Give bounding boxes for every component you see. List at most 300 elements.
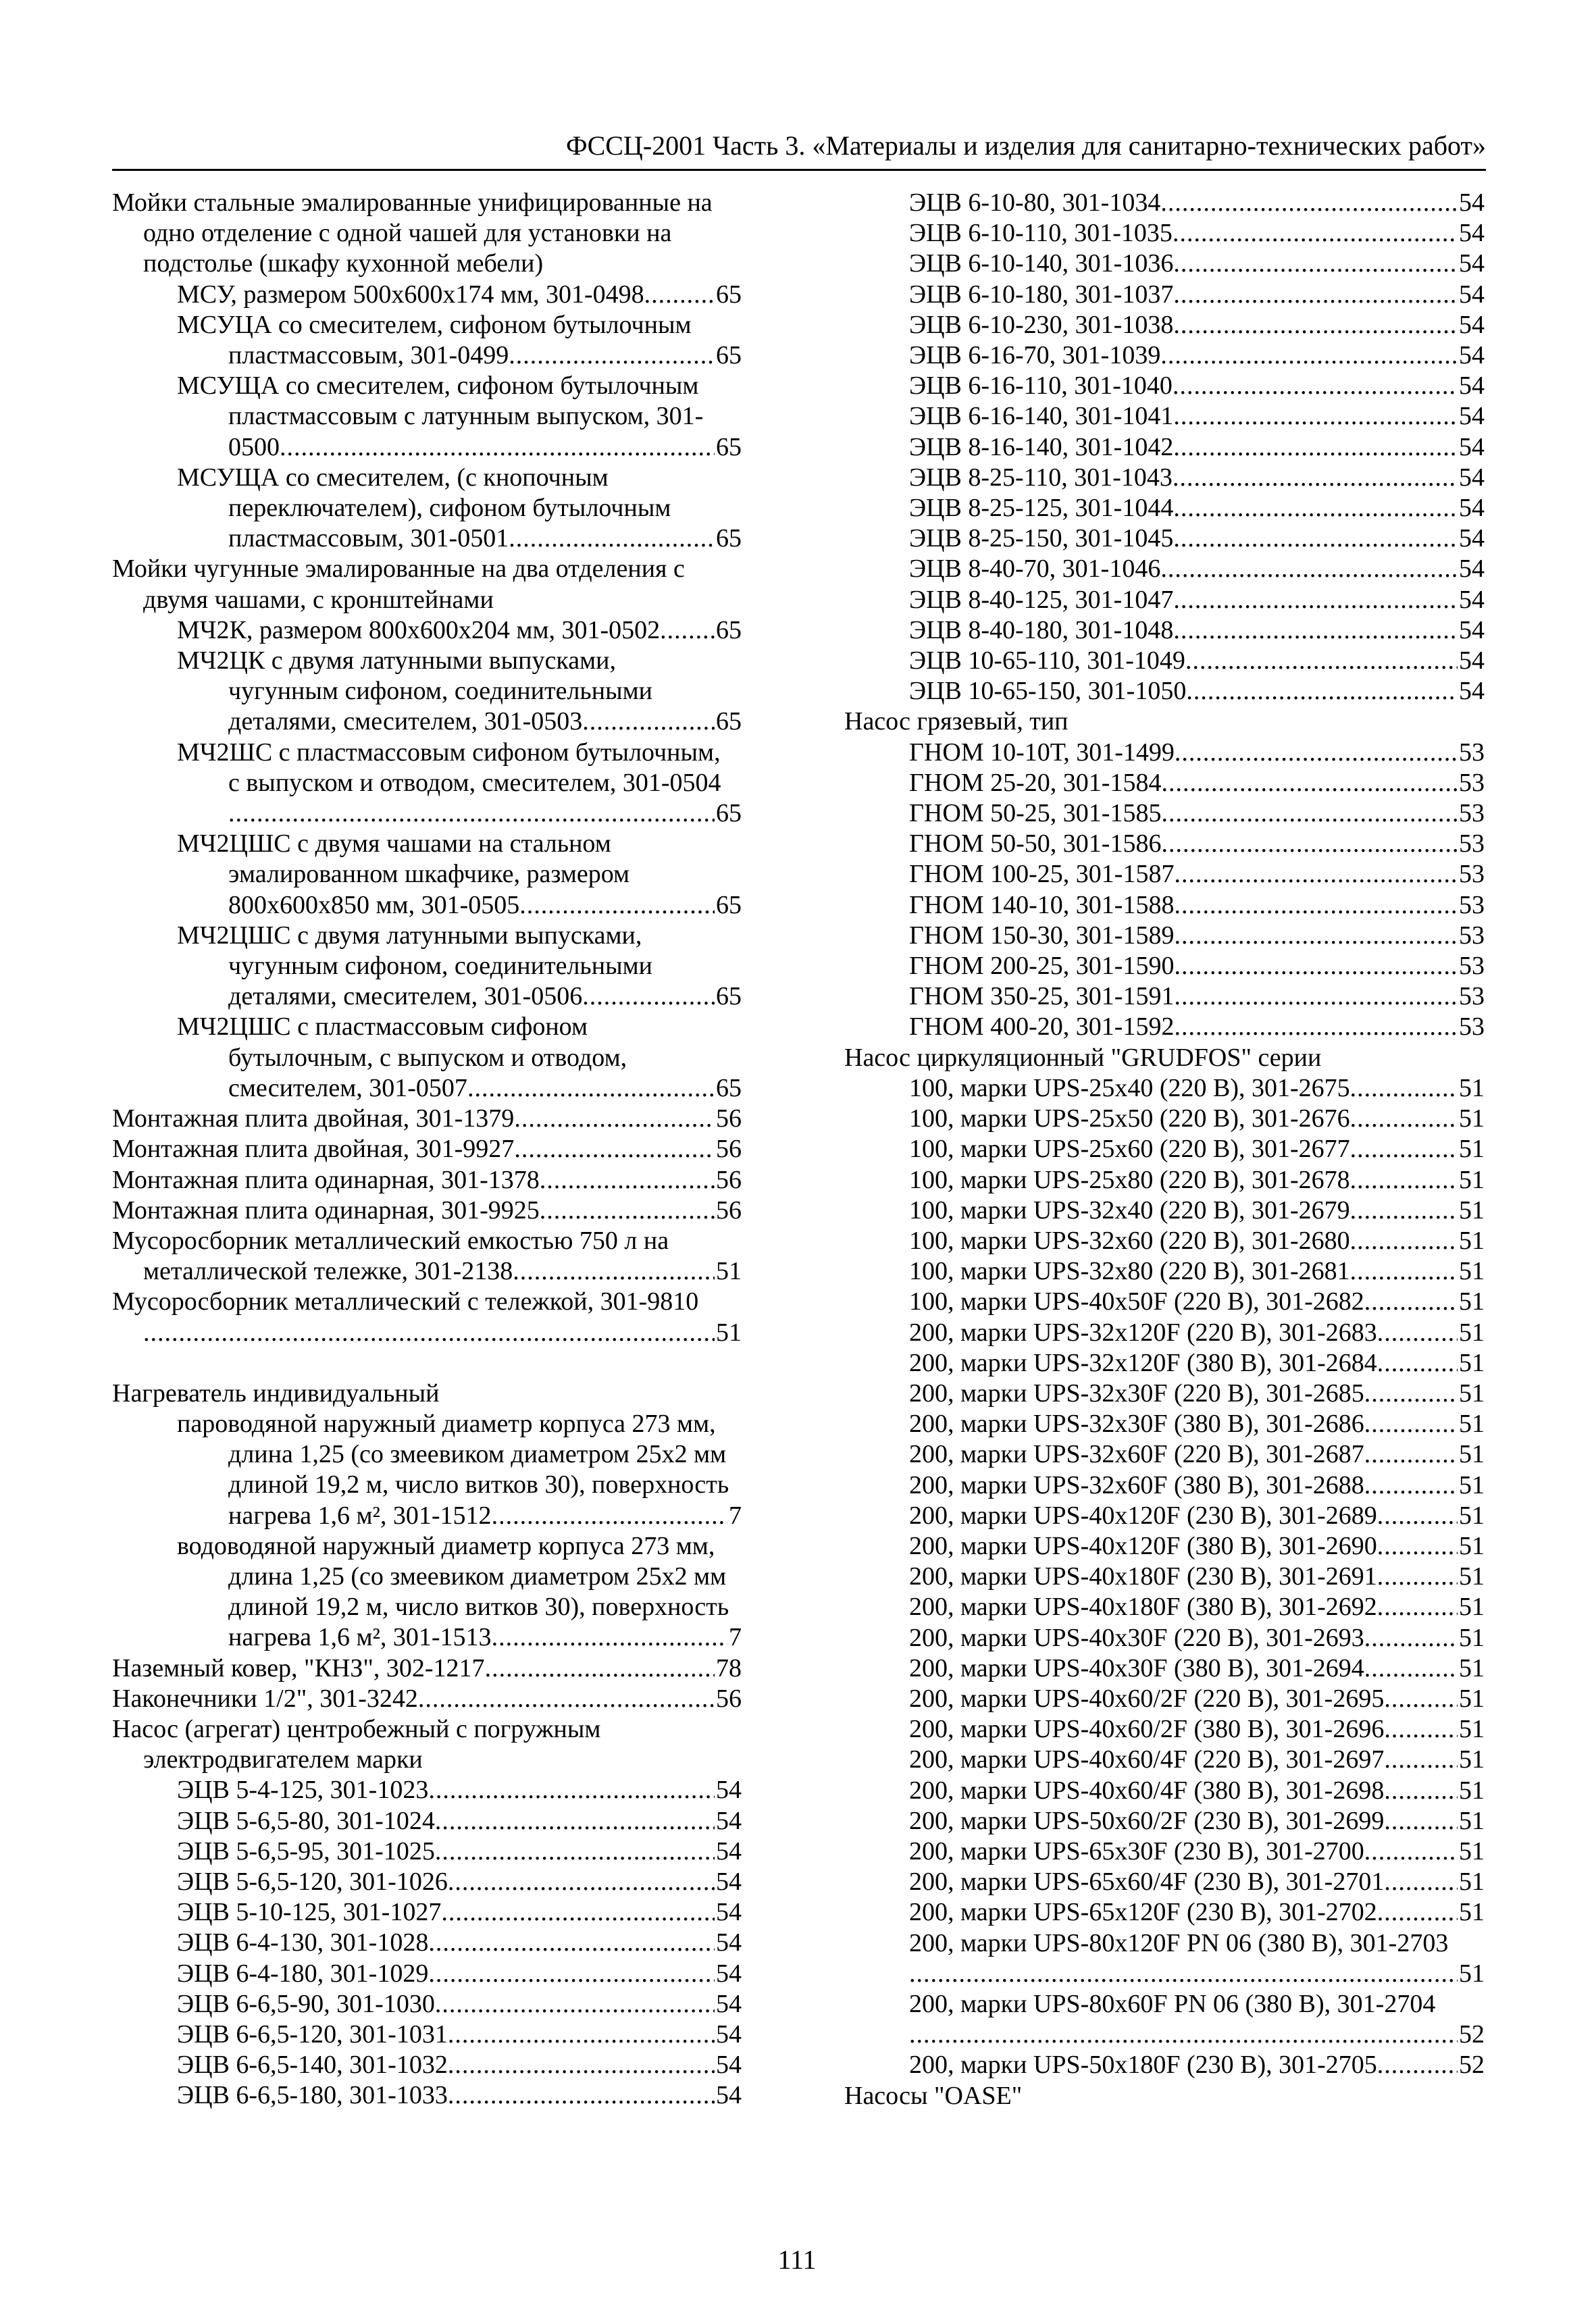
entry-text: ЭЦВ 8-25-125, 301-1044 bbox=[909, 494, 1174, 523]
dot-leader bbox=[514, 1134, 715, 1164]
entry-text: ГНОМ 350-25, 301-1591 bbox=[909, 982, 1175, 1011]
index-entry bbox=[844, 1684, 1485, 1714]
dot-leader bbox=[1350, 1104, 1458, 1134]
entry-text: ЭЦВ 6-10-110, 301-1035 bbox=[909, 219, 1173, 248]
page-ref: 51 bbox=[1459, 1593, 1485, 1622]
entry-text: Монтажная плита двойная, 301-1379 bbox=[112, 1104, 515, 1133]
dot-leader bbox=[1173, 493, 1458, 523]
page-ref: 54 bbox=[716, 2020, 742, 2049]
index-entry bbox=[844, 1531, 1485, 1562]
page-ref: 54 bbox=[716, 1989, 742, 2018]
dot-leader bbox=[509, 340, 715, 371]
page-ref: 51 bbox=[716, 1257, 742, 1286]
page-ref: 51 bbox=[1459, 1653, 1485, 1682]
entry-text: Насос грязевый, тип bbox=[844, 707, 1069, 736]
page-ref: 54 bbox=[716, 1898, 742, 1927]
index-entry bbox=[112, 1470, 742, 1500]
dot-leader bbox=[1364, 1836, 1458, 1867]
index-entry bbox=[844, 1348, 1485, 1379]
index-entry bbox=[112, 1501, 742, 1531]
entry-text: ЭЦВ 6-6,5-90, 301-1030 bbox=[177, 1989, 435, 2018]
index-entry bbox=[112, 1897, 742, 1928]
dot-leader bbox=[1364, 1287, 1458, 1317]
index-entry bbox=[112, 798, 742, 829]
dot-leader bbox=[909, 1959, 1458, 1989]
header-rule bbox=[112, 169, 1486, 171]
page-ref: 65 bbox=[716, 524, 742, 553]
entry-text: 200, марки UPS-65х30F (230 В), 301-2700 bbox=[909, 1836, 1364, 1866]
entry-text: электродвигателем марки bbox=[143, 1745, 423, 1774]
page-ref: 65 bbox=[716, 890, 742, 919]
dot-leader bbox=[280, 432, 715, 463]
dot-leader bbox=[1186, 676, 1458, 706]
index-entry bbox=[844, 1134, 1485, 1164]
entry-text: 200, марки UPS-32х30F (220 В), 301-2685 bbox=[909, 1379, 1364, 1408]
index-entry bbox=[112, 340, 742, 371]
page-ref: 54 bbox=[1459, 524, 1485, 553]
entry-text: ЭЦВ 8-40-125, 301-1047 bbox=[909, 585, 1174, 614]
page-ref: 51 bbox=[1459, 1348, 1485, 1377]
index-entry bbox=[112, 1745, 742, 1775]
entry-text: Наземный ковер, "КНЗ", 302-1217 bbox=[112, 1653, 485, 1682]
index-entry bbox=[844, 921, 1485, 951]
entry-text: ЭЦВ 8-40-70, 301-1046 bbox=[909, 555, 1161, 584]
page-ref: 54 bbox=[1459, 463, 1485, 492]
dot-leader bbox=[540, 1165, 715, 1195]
dot-leader bbox=[1161, 798, 1458, 829]
page-header: ФССЦ-2001 Часть 3. «Материалы и изделия для санитарно-технических работ» bbox=[565, 130, 1486, 161]
index-entry bbox=[844, 432, 1485, 463]
entry-text: 200, марки UPS-50х60/2F (230 В), 301-2699 bbox=[909, 1806, 1385, 1835]
dot-leader bbox=[1364, 1409, 1458, 1439]
index-entry bbox=[112, 859, 742, 890]
entry-text: 200, марки UPS-40х120F (380 В), 301-2690 bbox=[909, 1531, 1377, 1560]
index-entry bbox=[112, 493, 742, 523]
page-ref: 51 bbox=[1459, 1745, 1485, 1774]
entry-text: Мусоросборник металлический с тележкой, 301-9810 bbox=[112, 1287, 699, 1316]
entry-text: Наконечники 1/2", 301-3242 bbox=[112, 1684, 418, 1713]
index-entry bbox=[844, 1959, 1485, 1989]
entry-text: 0500 bbox=[228, 432, 280, 461]
page-ref: 51 bbox=[1459, 1898, 1485, 1927]
index-entry bbox=[844, 1867, 1485, 1897]
entry-text: 100, марки UPS-40х50F (220 В), 301-2682 bbox=[909, 1287, 1364, 1316]
page-ref: 54 bbox=[1459, 555, 1485, 584]
page-ref: 54 bbox=[716, 2051, 742, 2080]
dot-leader bbox=[1350, 1195, 1458, 1226]
index-entry bbox=[112, 1165, 742, 1195]
dot-leader bbox=[1364, 1470, 1458, 1501]
entry-text: МЧ2ЦШС с двумя латунными выпусками, bbox=[177, 921, 642, 950]
page-ref: 65 bbox=[716, 982, 742, 1011]
index-entry bbox=[844, 2020, 1485, 2050]
page-ref: 7 bbox=[729, 1501, 742, 1530]
entry-text: МСУЦА со смесителем, сифоном бутылочным bbox=[177, 310, 692, 339]
dot-leader bbox=[1384, 1867, 1458, 1897]
index-entry bbox=[112, 676, 742, 706]
blank-line bbox=[112, 1348, 742, 1379]
index-entry bbox=[112, 2080, 742, 2111]
dot-leader bbox=[1174, 859, 1458, 890]
index-entry bbox=[112, 249, 742, 279]
index-entry bbox=[844, 188, 1485, 218]
index-entry bbox=[844, 554, 1485, 584]
entry-text: 800х600х850 мм, 301-0505 bbox=[228, 890, 520, 919]
entry-text: смесителем, 301-0507 bbox=[228, 1073, 467, 1102]
index-entry bbox=[112, 738, 742, 768]
dot-leader bbox=[1377, 1531, 1458, 1562]
index-entry bbox=[844, 1836, 1485, 1867]
entry-text: 200, марки UPS-40х180F (380 В), 301-2692 bbox=[909, 1593, 1377, 1622]
index-column-right bbox=[844, 188, 1485, 2111]
entry-text: 200, марки UPS-40х120F (230 В), 301-2689 bbox=[909, 1501, 1377, 1530]
dot-leader bbox=[435, 1989, 715, 2020]
dot-leader bbox=[1377, 1897, 1458, 1928]
dot-leader bbox=[1161, 829, 1458, 859]
entry-text: ЭЦВ 6-16-110, 301-1040 bbox=[909, 371, 1173, 401]
dot-leader bbox=[1160, 188, 1458, 218]
page-ref: 53 bbox=[1459, 738, 1485, 767]
index-entry bbox=[112, 1928, 742, 1958]
index-entry bbox=[112, 1073, 742, 1104]
entry-text: 100, марки UPS-25х40 (220 В), 301-2675 bbox=[909, 1073, 1350, 1102]
index-entry bbox=[844, 1592, 1485, 1622]
index-entry bbox=[844, 280, 1485, 310]
dot-leader bbox=[435, 1806, 715, 1836]
index-entry bbox=[844, 1806, 1485, 1836]
page-ref: 65 bbox=[716, 432, 742, 461]
entry-text: МСУЩА со смесителем, (с кнопочным bbox=[177, 463, 609, 492]
dot-leader bbox=[492, 1501, 727, 1531]
index-entry bbox=[112, 1134, 742, 1164]
entry-text: 200, марки UPS-65х120F (230 В), 301-2702 bbox=[909, 1898, 1377, 1927]
page-ref: 54 bbox=[716, 1928, 742, 1957]
page-ref: 51 bbox=[1459, 1868, 1485, 1897]
dot-leader bbox=[448, 2020, 715, 2050]
page-ref: 51 bbox=[1459, 1562, 1485, 1591]
entry-text: пластмассовым, 301-0501 bbox=[228, 524, 509, 553]
index-entry bbox=[112, 1226, 742, 1256]
dot-leader bbox=[1174, 921, 1458, 951]
index-entry bbox=[112, 1959, 742, 1989]
dot-leader bbox=[1350, 1134, 1458, 1164]
entry-text: ГНОМ 150-30, 301-1589 bbox=[909, 921, 1175, 950]
index-entry bbox=[844, 1226, 1485, 1256]
dot-leader bbox=[1175, 738, 1458, 768]
page-ref: 54 bbox=[1459, 371, 1485, 401]
dot-leader bbox=[1384, 1806, 1458, 1836]
dot-leader bbox=[1377, 1318, 1458, 1348]
page-ref: 51 bbox=[1459, 1776, 1485, 1805]
index-entry bbox=[112, 921, 742, 951]
page-ref: 54 bbox=[1459, 402, 1485, 431]
index-entry bbox=[112, 1622, 742, 1653]
index-entry bbox=[844, 615, 1485, 646]
entry-text: 100, марки UPS-32х80 (220 В), 301-2681 bbox=[909, 1257, 1350, 1286]
entry-text: 200, марки UPS-40х180F (230 В), 301-2691 bbox=[909, 1562, 1377, 1591]
index-entry bbox=[112, 890, 742, 921]
page-ref: 65 bbox=[716, 341, 742, 370]
index-entry bbox=[112, 1653, 742, 1684]
entry-text: длина 1,25 (со змеевиком диаметром 25х2 мм bbox=[228, 1440, 727, 1469]
entry-text: нагрева 1,6 м², 301-1513 bbox=[228, 1623, 492, 1652]
entry-text: длиной 19,2 м, число витков 30), поверхность bbox=[228, 1593, 729, 1622]
index-entry bbox=[844, 1501, 1485, 1531]
page-ref: 54 bbox=[716, 1776, 742, 1805]
entry-text: МСУЩА со смесителем, сифоном бутылочным bbox=[177, 371, 699, 401]
entry-text: 200, марки UPS-80х60F PN 06 (380 В), 301-2704 bbox=[909, 1989, 1436, 2018]
page-ref: 56 bbox=[716, 1135, 742, 1164]
dot-leader bbox=[513, 1256, 715, 1287]
entry-text: деталями, смесителем, 301-0503 bbox=[228, 707, 583, 736]
entry-text: ЭЦВ 8-25-110, 301-1043 bbox=[909, 463, 1173, 492]
dot-leader bbox=[1185, 646, 1458, 676]
entry-text: Насос (агрегат) центробежный с погружным bbox=[112, 1714, 601, 1743]
entry-text: МЧ2ЦШС с пластмассовым сифоном bbox=[177, 1012, 588, 1042]
entry-text: с выпуском и отводом, смесителем, 301-0504 bbox=[228, 768, 721, 797]
index-entry bbox=[844, 585, 1485, 615]
index-entry bbox=[844, 1073, 1485, 1104]
index-entry bbox=[112, 981, 742, 1012]
entry-text: 200, марки UPS-40х30F (220 В), 301-2693 bbox=[909, 1623, 1364, 1652]
index-entry bbox=[112, 768, 742, 798]
entry-text: ЭЦВ 6-10-80, 301-1034 bbox=[909, 188, 1161, 217]
page-ref: 51 bbox=[1459, 1318, 1485, 1347]
entry-text: ЭЦВ 6-10-180, 301-1037 bbox=[909, 280, 1174, 309]
index-entry bbox=[112, 218, 742, 249]
page-ref: 78 bbox=[716, 1653, 742, 1682]
dot-leader bbox=[428, 1928, 715, 1958]
dot-leader bbox=[1364, 1623, 1458, 1653]
page-ref: 54 bbox=[1459, 585, 1485, 614]
index-entry bbox=[844, 1104, 1485, 1134]
page-ref: 54 bbox=[1459, 219, 1485, 248]
index-entry bbox=[844, 890, 1485, 921]
entry-text: ГНОМ 50-50, 301-1586 bbox=[909, 829, 1162, 858]
index-entry bbox=[112, 401, 742, 432]
index-entry bbox=[112, 615, 742, 646]
index-entry bbox=[112, 1287, 742, 1317]
dot-leader bbox=[1364, 1439, 1458, 1470]
index-entry bbox=[844, 401, 1485, 432]
index-entry bbox=[112, 310, 742, 340]
page-ref: 51 bbox=[1459, 1257, 1485, 1286]
index-column-left bbox=[112, 188, 742, 2111]
dot-leader bbox=[1350, 1073, 1458, 1104]
entry-text: ЭЦВ 5-10-125, 301-1027 bbox=[177, 1898, 442, 1927]
entry-text: 200, марки UPS-40х60/2F (380 В), 301-2696 bbox=[909, 1715, 1385, 1744]
entry-text: бутылочным, с выпуском и отводом, bbox=[228, 1043, 627, 1072]
page-ref: 51 bbox=[716, 1318, 742, 1347]
dot-leader bbox=[1377, 1562, 1458, 1592]
entry-text: чугунным сифоном, соединительными bbox=[228, 677, 652, 706]
index-entry bbox=[844, 371, 1485, 401]
entry-text: 200, марки UPS-40х60/4F (380 В), 301-2698 bbox=[909, 1776, 1385, 1805]
entry-text: ЭЦВ 6-10-140, 301-1036 bbox=[909, 249, 1174, 278]
entry-text: 200, марки UPS-32х30F (380 В), 301-2686 bbox=[909, 1410, 1364, 1439]
page-ref: 52 bbox=[1459, 2020, 1485, 2049]
entry-text: Мусоросборник металлический емкостью 750 л на bbox=[112, 1226, 669, 1255]
dot-leader bbox=[909, 2020, 1458, 2050]
index-entry bbox=[844, 1256, 1485, 1287]
page-ref: 56 bbox=[716, 1165, 742, 1194]
entry-text: МЧ2ЦШС с двумя чашами на стальном bbox=[177, 829, 611, 858]
dot-leader bbox=[1384, 1714, 1458, 1745]
dot-leader bbox=[1377, 1592, 1458, 1622]
page-ref: 52 bbox=[1459, 2051, 1485, 2080]
page-ref: 54 bbox=[1459, 280, 1485, 309]
index-entry bbox=[112, 1409, 742, 1439]
index-entry bbox=[112, 1867, 742, 1897]
dot-leader bbox=[228, 798, 715, 829]
index-entry bbox=[112, 1318, 742, 1348]
index-entry bbox=[844, 1439, 1485, 1470]
entry-text: ЭЦВ 10-65-150, 301-1050 bbox=[909, 677, 1187, 706]
entry-text: 100, марки UPS-25х80 (220 В), 301-2678 bbox=[909, 1165, 1350, 1194]
page-ref: 54 bbox=[1459, 677, 1485, 706]
dot-leader bbox=[1174, 1012, 1458, 1042]
page-ref: 51 bbox=[1459, 1135, 1485, 1164]
dot-leader bbox=[1173, 463, 1458, 493]
index-entry bbox=[112, 829, 742, 859]
entry-text: одно отделение с одной чашей для установки на bbox=[143, 219, 672, 248]
index-entry bbox=[112, 1592, 742, 1622]
page-ref: 53 bbox=[1459, 768, 1485, 797]
dot-leader bbox=[1364, 1653, 1458, 1684]
dot-leader bbox=[143, 1318, 715, 1348]
dot-leader bbox=[1173, 432, 1458, 463]
index-entry bbox=[844, 2050, 1485, 2080]
index-entry bbox=[844, 1165, 1485, 1195]
entry-text: ЭЦВ 6-16-140, 301-1041 bbox=[909, 402, 1174, 431]
entry-text: ГНОМ 140-10, 301-1588 bbox=[909, 890, 1175, 919]
index-entry bbox=[112, 706, 742, 737]
index-entry bbox=[844, 1562, 1485, 1592]
entry-text: Мойки чугунные эмалированные на два отделения с bbox=[112, 555, 685, 584]
dot-leader bbox=[1350, 1165, 1458, 1195]
index-entry bbox=[112, 1775, 742, 1805]
dot-leader bbox=[1174, 981, 1458, 1012]
index-entry bbox=[844, 310, 1485, 340]
page-ref: 54 bbox=[716, 1959, 742, 1988]
page-ref: 51 bbox=[1459, 1073, 1485, 1102]
entry-text: переключателем), сифоном бутылочным bbox=[228, 494, 671, 523]
dot-leader bbox=[1364, 1379, 1458, 1409]
page-ref: 65 bbox=[716, 615, 742, 644]
entry-text: 200, марки UPS-32х120F (380 В), 301-2684 bbox=[909, 1348, 1377, 1377]
entry-text: ЭЦВ 6-16-70, 301-1039 bbox=[909, 341, 1161, 370]
dot-leader bbox=[1173, 615, 1458, 646]
index-entry bbox=[844, 981, 1485, 1012]
index-entry bbox=[844, 463, 1485, 493]
entry-text: ЭЦВ 6-6,5-140, 301-1032 bbox=[177, 2051, 448, 2080]
entry-text: ЭЦВ 10-65-110, 301-1049 bbox=[909, 646, 1185, 675]
dot-leader bbox=[441, 1897, 715, 1928]
entry-text: водоводяной наружный диаметр корпуса 273 мм, bbox=[177, 1531, 715, 1560]
dot-leader bbox=[519, 890, 715, 921]
entry-text: пластмассовым с латунным выпуском, 301- bbox=[228, 402, 704, 431]
index-entry bbox=[844, 1379, 1485, 1409]
page-ref: 54 bbox=[716, 1836, 742, 1866]
entry-text: эмалированном шкафчике, размером bbox=[228, 860, 630, 889]
entry-text: нагрева 1,6 м², 301-1512 bbox=[228, 1501, 492, 1530]
index-entry bbox=[844, 1928, 1485, 1959]
entry-text: ЭЦВ 8-40-180, 301-1048 bbox=[909, 615, 1174, 644]
dot-leader bbox=[644, 280, 715, 310]
index-entry bbox=[112, 646, 742, 676]
page-ref: 51 bbox=[1459, 1165, 1485, 1194]
page-ref: 53 bbox=[1459, 829, 1485, 858]
entry-text: ГНОМ 100-25, 301-1587 bbox=[909, 860, 1175, 889]
page-ref: 56 bbox=[716, 1195, 742, 1225]
index-entry bbox=[112, 523, 742, 554]
entry-text: Насосы "OASE" bbox=[844, 2081, 1023, 2110]
index-entry bbox=[844, 1287, 1485, 1317]
page-ref: 54 bbox=[1459, 494, 1485, 523]
dot-leader bbox=[582, 981, 715, 1012]
page-ref: 51 bbox=[1459, 1104, 1485, 1133]
entry-text: длиной 19,2 м, число витков 30), поверхность bbox=[228, 1470, 729, 1499]
dot-leader bbox=[1384, 1684, 1458, 1714]
page-ref: 53 bbox=[1459, 982, 1485, 1011]
page-ref: 56 bbox=[716, 1104, 742, 1133]
index-entry bbox=[112, 1836, 742, 1867]
index-entry bbox=[844, 1653, 1485, 1684]
entry-text: 200, марки UPS-40х60/4F (220 В), 301-2697 bbox=[909, 1745, 1385, 1774]
dot-leader bbox=[435, 1836, 715, 1867]
entry-text: ЭЦВ 5-6,5-120, 301-1026 bbox=[177, 1867, 448, 1896]
dot-leader bbox=[540, 1195, 715, 1226]
index-entry bbox=[844, 738, 1485, 768]
entry-text: 200, марки UPS-40х30F (380 В), 301-2694 bbox=[909, 1653, 1364, 1682]
dot-leader bbox=[467, 1073, 715, 1104]
entry-text: 200, марки UPS-40х60/2F (220 В), 301-2695 bbox=[909, 1684, 1385, 1713]
page-ref: 51 bbox=[1459, 1440, 1485, 1469]
entry-text: ЭЦВ 6-6,5-180, 301-1033 bbox=[177, 2081, 448, 2110]
dot-leader bbox=[582, 706, 715, 737]
page-number: 111 bbox=[777, 2244, 817, 2275]
entry-text: ГНОМ 400-20, 301-1592 bbox=[909, 1012, 1175, 1042]
dot-leader bbox=[1160, 554, 1458, 584]
index-entry bbox=[112, 2050, 742, 2080]
index-entry bbox=[112, 1104, 742, 1134]
index-entry bbox=[844, 676, 1485, 706]
page-ref: 51 bbox=[1459, 1806, 1485, 1835]
index-entry bbox=[112, 554, 742, 584]
index-entry bbox=[112, 1806, 742, 1836]
dot-leader bbox=[1377, 1501, 1458, 1531]
index-entry bbox=[844, 1318, 1485, 1348]
page-ref: 54 bbox=[1459, 249, 1485, 278]
index-entry bbox=[844, 706, 1485, 737]
entry-text: Монтажная плита одинарная, 301-1378 bbox=[112, 1165, 540, 1194]
dot-leader bbox=[1160, 340, 1458, 371]
page-ref: 51 bbox=[1459, 1470, 1485, 1499]
entry-text: длина 1,25 (со змеевиком диаметром 25х2 мм bbox=[228, 1562, 727, 1591]
index-entry bbox=[844, 523, 1485, 554]
entry-text: 200, марки UPS-65х60/4F (230 В), 301-2701 bbox=[909, 1868, 1385, 1897]
entry-text: 100, марки UPS-32х60 (220 В), 301-2680 bbox=[909, 1226, 1350, 1255]
index-entry bbox=[112, 1439, 742, 1470]
index-entry bbox=[844, 951, 1485, 981]
entry-text: 100, марки UPS-25х60 (220 В), 301-2677 bbox=[909, 1135, 1350, 1164]
page-ref: 54 bbox=[1459, 432, 1485, 461]
index-entry bbox=[844, 646, 1485, 676]
index-entry bbox=[844, 340, 1485, 371]
entry-text: ГНОМ 50-25, 301-1585 bbox=[909, 799, 1162, 828]
index-entry bbox=[112, 1714, 742, 1745]
page-ref: 54 bbox=[1459, 188, 1485, 217]
